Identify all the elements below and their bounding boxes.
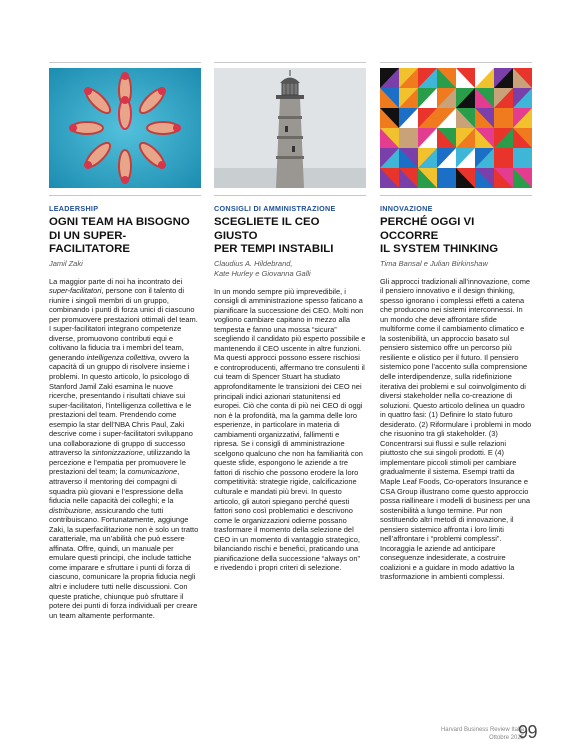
article-category: INNOVAZIONE bbox=[380, 204, 433, 213]
body-text-run: comunicazione bbox=[127, 467, 178, 477]
article-category: CONSIGLI DI AMMINISTRAZIONE bbox=[214, 204, 336, 213]
body-text-run: intelligenza collettiva bbox=[86, 352, 155, 362]
body-text-run: super-facilitatori bbox=[49, 286, 102, 296]
article-body bbox=[214, 287, 366, 573]
body-text-run: , ovvero la capacità di un gruppo di risolvere insieme i problemi. In questo articolo, lo psicologo di Stanford Jamil Zaki esamina le nuove ricerche, presentando i risultati chiave sui super-facilitatori, l’intelligenza collettiva e le prestazioni del team. Prendendo come esempio la star dell’NBA Chris Paul, Zaki descrive come i super-facilitatori sviluppano una collaborazione di gruppo di successo attraverso la bbox=[49, 352, 193, 458]
colorful-geometric-pattern bbox=[380, 68, 532, 188]
top-rule bbox=[380, 62, 532, 63]
divider bbox=[49, 195, 201, 196]
body-text-run: La maggior parte di noi ha incontrato dei bbox=[49, 276, 183, 286]
body-text-run: , attraverso il mentoring dei compagni di squadra più giovani e l’espressione della fiducia nelle capacità dei colleghi; e la bbox=[49, 467, 183, 506]
body-text-run: sintonizzazione bbox=[92, 448, 143, 458]
divider bbox=[214, 195, 366, 196]
article-column-2 bbox=[214, 62, 366, 573]
article-body bbox=[49, 277, 201, 621]
body-text-run: , assicurando che tutti contribuiscano. Fortunatamente, aggiunge Zaki, la superfacilitazione non è solo un tratto caratteriale, ma un’abilità che può essere affinata. Offre, quindi, un manuale per emulare questi principi, che include tattiche come imparare e sfruttare i punti di forza di ciascuno, comunicare la propria fiducia negli altri e includere tutti nelle discussioni. Con queste pratiche, chiunque può sfruttare il potere dei punti di forza individuali per creare un team altamente performante. bbox=[49, 505, 199, 620]
article-body bbox=[380, 277, 532, 583]
body-text-run: In un mondo sempre più imprevedibile, i consigli di amministrazione spesso faticano a pianificare la successione dei CEO. Molti non vogliono cambiare capitano in mezzo alla tempesta e fanno una mossa “sicura” scegliendo il candidato più esperto possibile e mantenendo il CEO uscente in altre funzioni. Ma questi approcci possono essere rischiosi e controproducenti, affermano tre consulenti il cui team di Spencer Stuart ha studiato approfonditamente le transizioni dei CEO nei principali indici azionari statunitensi ed europei. Ciò che conta di più nei CEO di oggi non è la profondità, ma la gamma delle loro esperienze, in particolare in materia di cambiamenti organizzativi, fallimenti e ripresa. Se i consigli di amministrazione scelgono qualcuno che non ha familiarità con queste sfide, espongono le aziende a tre fattori di rischio che possono erodere la loro competitività: strategie rigide, calcificazione culturale e mandati più brevi. In questo articolo, gli autori spiegano perché questi fattori sono così problematici e descrivono come le organizzazioni odierne possano trasformare il momento della selezione del CEO in un momento di vantaggio strategico, bilanciando rischi e benefici, praticando una pianificazione della successione “always on” e rivedendo i propri criteri di selezione. bbox=[214, 286, 366, 573]
article-column-1 bbox=[49, 62, 201, 620]
top-rule bbox=[49, 62, 201, 63]
article-author: Jamil Zaki bbox=[49, 258, 83, 268]
article-title: OGNI TEAM HA BISOGNO DI UN SUPER-FACILITATORE bbox=[49, 216, 190, 255]
article-author: Claudius A. Hildebrand, Kate Hurley e Giovanna Galli bbox=[214, 258, 311, 278]
article-title: SCEGLIETE IL CEO GIUSTO PER TEMPI INSTABILI bbox=[214, 216, 334, 255]
body-text-run: , persone con il talento di riunire i singoli membri di un gruppo, combinando i punti di forza unici di ciascuno per promuovere prestazioni ottimali del team. I super-facilitatori integrano competenze diverse, promuovono contributi equi e coltivano la fiducia tra i membri del team, generando bbox=[49, 286, 198, 362]
body-text-run: Gli approcci tradizionali all’innovazione, come il pensiero innovativo e il design thinking, spesso ignorano i complessi effetti a catena che producono nei sistemi interconnessi. In un mondo che deve affrontare sfide multiforme come il cambiamento climatico e la sostenibilità, un approccio basato sul pensiero sistemico offre un percorso più resiliente e olistico per il futuro. Il pensiero sistemico pone l’accento sulla comprensione delle interdipendenze, sulla ridefinizione iterativa dei problemi e sul coinvolgimento di diversi stakeholder nella co-creazione di soluzioni. Questo articolo delinea un quadro in quattro fasi: (1) Definire lo stato futuro desiderato. (2) Riformulare i problemi in modo che risuonino tra gli stakeholder. (3) Concentrarsi sui flussi e sulle relazioni piuttosto che sui singoli prodotti. E (4) implementare piccoli stimoli per cambiare gradualmente il sistema. Esempi tratti da Maple Leaf Foods, Co-operators Insurance e CSA Group illustrano come questo approccio possa riallineare i modelli di business per una sostenibilità a lungo termine. Pur non sostituendo altri metodi di innovazione, il pensiero sistemico affronta i loro limiti nell’affrontare i “problemi complessi”. Incoraggia le aziende ad anticipare conseguenze indesiderate, a costruire coalizioni e a guidare in modo adattivo la trasformazione in ambienti complessi. bbox=[380, 276, 532, 582]
magazine-footer: Harvard Business Review Italia Ottobre 2025 bbox=[440, 727, 524, 741]
article-title: PERCHÉ OGGI VI OCCORRE IL SYSTEM THINKING bbox=[380, 216, 499, 255]
body-text-run: distribuzione bbox=[49, 505, 91, 515]
lighthouse-photo bbox=[214, 68, 366, 188]
article-column-3 bbox=[380, 62, 532, 582]
divider bbox=[380, 195, 532, 196]
article-author: Tima Bansal e Julian Birkinshaw bbox=[380, 258, 488, 268]
page-number: 99 bbox=[518, 722, 538, 742]
top-rule bbox=[214, 62, 366, 63]
article-category: LEADERSHIP bbox=[49, 204, 99, 213]
body-text-run: , utilizzando la percezione e l’empatia per promuovere le prestazioni del team; la bbox=[49, 448, 190, 477]
synchronized-swimmers-photo bbox=[49, 68, 201, 188]
